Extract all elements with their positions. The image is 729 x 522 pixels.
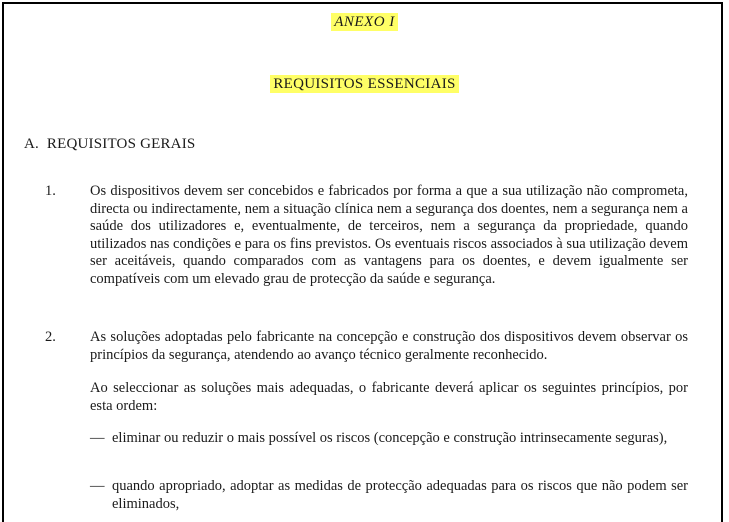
- subsection-heading: A. REQUISITOS GERAIS: [24, 136, 196, 152]
- dash-item-text: quando apropriado, adoptar as medidas de protecção adequadas para os riscos que não podem ser eliminados,: [112, 478, 688, 512]
- dash-bullet: —: [90, 430, 105, 446]
- item-paragraph: As soluções adoptadas pelo fabricante na concepção e construção dos dispositivos devem observar os princípios da segurança, atendendo ao avanço técnico geralmente reconhecido.: [90, 329, 688, 363]
- section-heading: [0, 76, 729, 93]
- annex-heading: [0, 14, 729, 31]
- item-paragraph: Os dispositivos devem ser concebidos e fabricados por forma a que a sua utilização não comprometa, directa ou indirectamente, nem a situação clínica nem a segurança dos doentes, nem a segurança nem a saúde dos utilizadores e, eventualmente, de terceiros, nem a segurança da propriedade, quando utilizados nas condições e para os fins previstos. Os eventuais riscos associados à sua utilização devem ser aceitáveis, quando comparados com as vantagens para os doentes, e devem igualmente ser compatíveis com um elevado grau de protecção da saúde e segurança.: [90, 183, 688, 287]
- annex-title-highlight: ANEXO I: [331, 13, 398, 31]
- dash-list-item: [90, 430, 688, 448]
- item-paragraph: Ao seleccionar as soluções mais adequadas, o fabricante deverá aplicar os seguintes princípios, por esta ordem:: [90, 380, 688, 414]
- item-number: 2.: [45, 329, 56, 345]
- section-title-highlight: REQUISITOS ESSENCIAIS: [270, 75, 458, 93]
- dash-item-text: eliminar ou reduzir o mais possível os riscos (concepção e construção intrinsecamente seguras),: [112, 430, 668, 446]
- dash-list-item: [90, 478, 688, 513]
- dash-bullet: —: [90, 478, 105, 494]
- item-number: 1.: [45, 183, 56, 199]
